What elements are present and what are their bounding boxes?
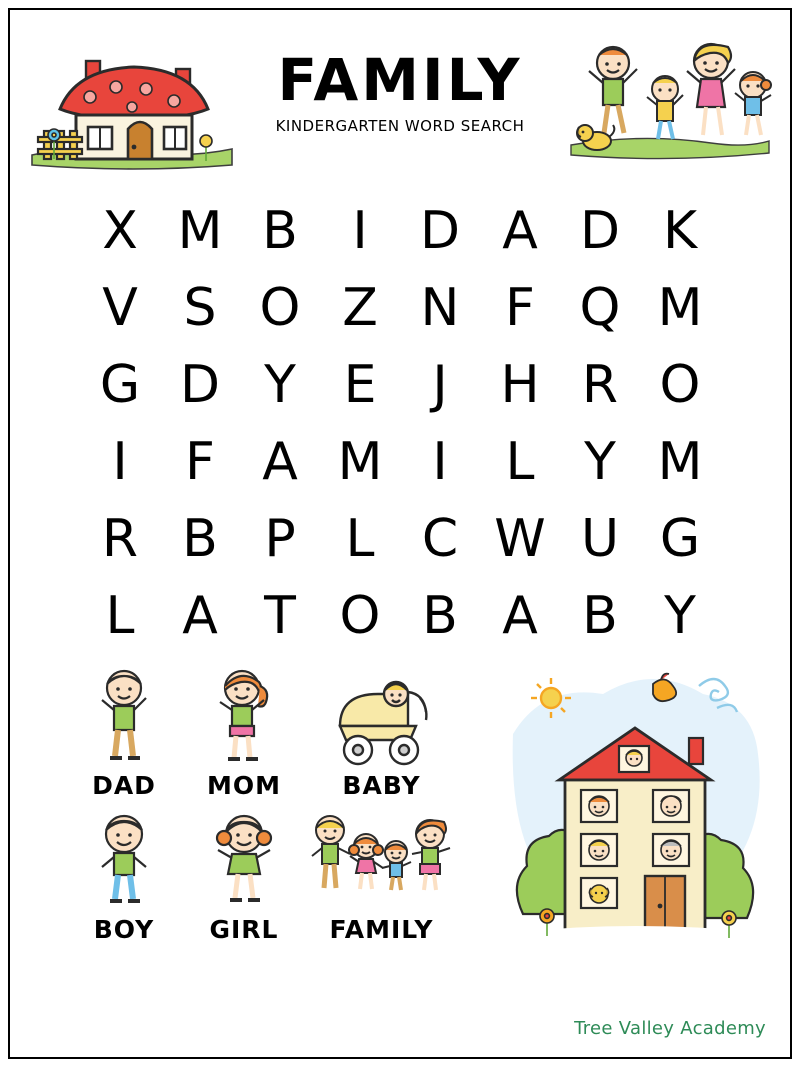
grid-cell[interactable]: D bbox=[179, 354, 221, 415]
grid-cell[interactable]: M bbox=[177, 200, 223, 261]
grid-cell[interactable]: D bbox=[419, 200, 461, 261]
grid-cell[interactable]: B bbox=[182, 508, 218, 569]
word-list-section bbox=[10, 664, 790, 964]
grid-cell[interactable]: I bbox=[432, 431, 448, 492]
grid-cell[interactable]: V bbox=[102, 277, 138, 338]
grid-cell[interactable]: O bbox=[659, 354, 701, 415]
grid-cell[interactable]: A bbox=[502, 585, 538, 646]
page-title: FAMILY bbox=[277, 46, 523, 114]
grid-cell[interactable]: K bbox=[662, 200, 698, 261]
grid-cell[interactable]: I bbox=[352, 200, 368, 261]
list-item bbox=[184, 664, 304, 800]
word-list bbox=[64, 664, 459, 944]
worksheet-page bbox=[8, 8, 792, 1059]
grid-cell[interactable]: F bbox=[185, 431, 215, 492]
grid-cell[interactable]: C bbox=[421, 508, 459, 569]
boy-dad-figure-icon bbox=[64, 664, 184, 769]
family-group-icon bbox=[304, 808, 459, 913]
title-block bbox=[239, 46, 561, 135]
grid-cell[interactable]: I bbox=[112, 431, 128, 492]
grid-cell[interactable]: M bbox=[657, 277, 703, 338]
grid-cell[interactable]: B bbox=[422, 585, 458, 646]
grid-cell[interactable]: O bbox=[339, 585, 381, 646]
grid-cell[interactable]: R bbox=[101, 508, 139, 569]
baby-stroller-icon bbox=[304, 664, 459, 769]
grid-cell[interactable]: S bbox=[183, 277, 217, 338]
grid-cell[interactable]: T bbox=[264, 585, 296, 646]
grid-cell[interactable]: Y bbox=[664, 585, 696, 646]
list-item bbox=[184, 808, 304, 944]
grid-cell[interactable]: R bbox=[581, 354, 619, 415]
word-label: GIRL bbox=[209, 915, 279, 944]
grid-cell[interactable]: A bbox=[502, 200, 538, 261]
grid-cell[interactable]: A bbox=[262, 431, 298, 492]
word-search-grid bbox=[80, 192, 720, 654]
word-label: BABY bbox=[342, 771, 421, 800]
grid-cell[interactable]: D bbox=[579, 200, 621, 261]
list-item bbox=[304, 664, 459, 800]
grid-cell[interactable]: Y bbox=[264, 354, 296, 415]
grid-cell[interactable]: F bbox=[505, 277, 535, 338]
grid-cell[interactable]: P bbox=[264, 508, 296, 569]
grid-cell[interactable]: A bbox=[182, 585, 218, 646]
grid-cell[interactable]: J bbox=[432, 354, 448, 415]
grid-cell[interactable]: W bbox=[494, 508, 546, 569]
page-subtitle: KINDERGARTEN WORD SEARCH bbox=[275, 117, 525, 135]
red-roof-house-icon bbox=[24, 23, 239, 173]
word-label: DAD bbox=[92, 771, 156, 800]
grid-cell[interactable]: N bbox=[420, 277, 460, 338]
grid-cell[interactable]: H bbox=[500, 354, 540, 415]
grid-cell[interactable]: O bbox=[259, 277, 301, 338]
girl-figure-icon bbox=[184, 808, 304, 913]
word-label: MOM bbox=[206, 771, 281, 800]
grid-cell[interactable]: L bbox=[345, 508, 375, 569]
grid-cell[interactable]: Z bbox=[342, 277, 378, 338]
list-item bbox=[64, 664, 184, 800]
grid-cell[interactable]: B bbox=[582, 585, 618, 646]
list-item bbox=[64, 808, 184, 944]
grid-cell[interactable]: E bbox=[343, 354, 377, 415]
family-jumping-icon bbox=[561, 33, 776, 163]
grid-cell[interactable]: L bbox=[505, 431, 535, 492]
family-house-windows-icon bbox=[503, 664, 768, 964]
header bbox=[10, 10, 790, 180]
grid-cell[interactable]: B bbox=[262, 200, 298, 261]
boy-figure-icon bbox=[64, 808, 184, 913]
grid-cell[interactable]: M bbox=[337, 431, 383, 492]
grid-cell[interactable]: Q bbox=[579, 277, 621, 338]
woman-mom-figure-icon bbox=[184, 664, 304, 769]
grid-cell[interactable]: L bbox=[105, 585, 135, 646]
word-label: BOY bbox=[93, 915, 155, 944]
grid-cell[interactable]: G bbox=[659, 508, 701, 569]
grid-cell[interactable]: Y bbox=[584, 431, 616, 492]
grid-cell[interactable]: X bbox=[102, 200, 138, 261]
brand-credit: Tree Valley Academy bbox=[574, 1018, 766, 1039]
list-item bbox=[304, 808, 459, 944]
grid-cell[interactable]: G bbox=[99, 354, 141, 415]
grid-cell[interactable]: M bbox=[657, 431, 703, 492]
grid-cell[interactable]: U bbox=[580, 508, 620, 569]
word-label: FAMILY bbox=[329, 915, 434, 944]
